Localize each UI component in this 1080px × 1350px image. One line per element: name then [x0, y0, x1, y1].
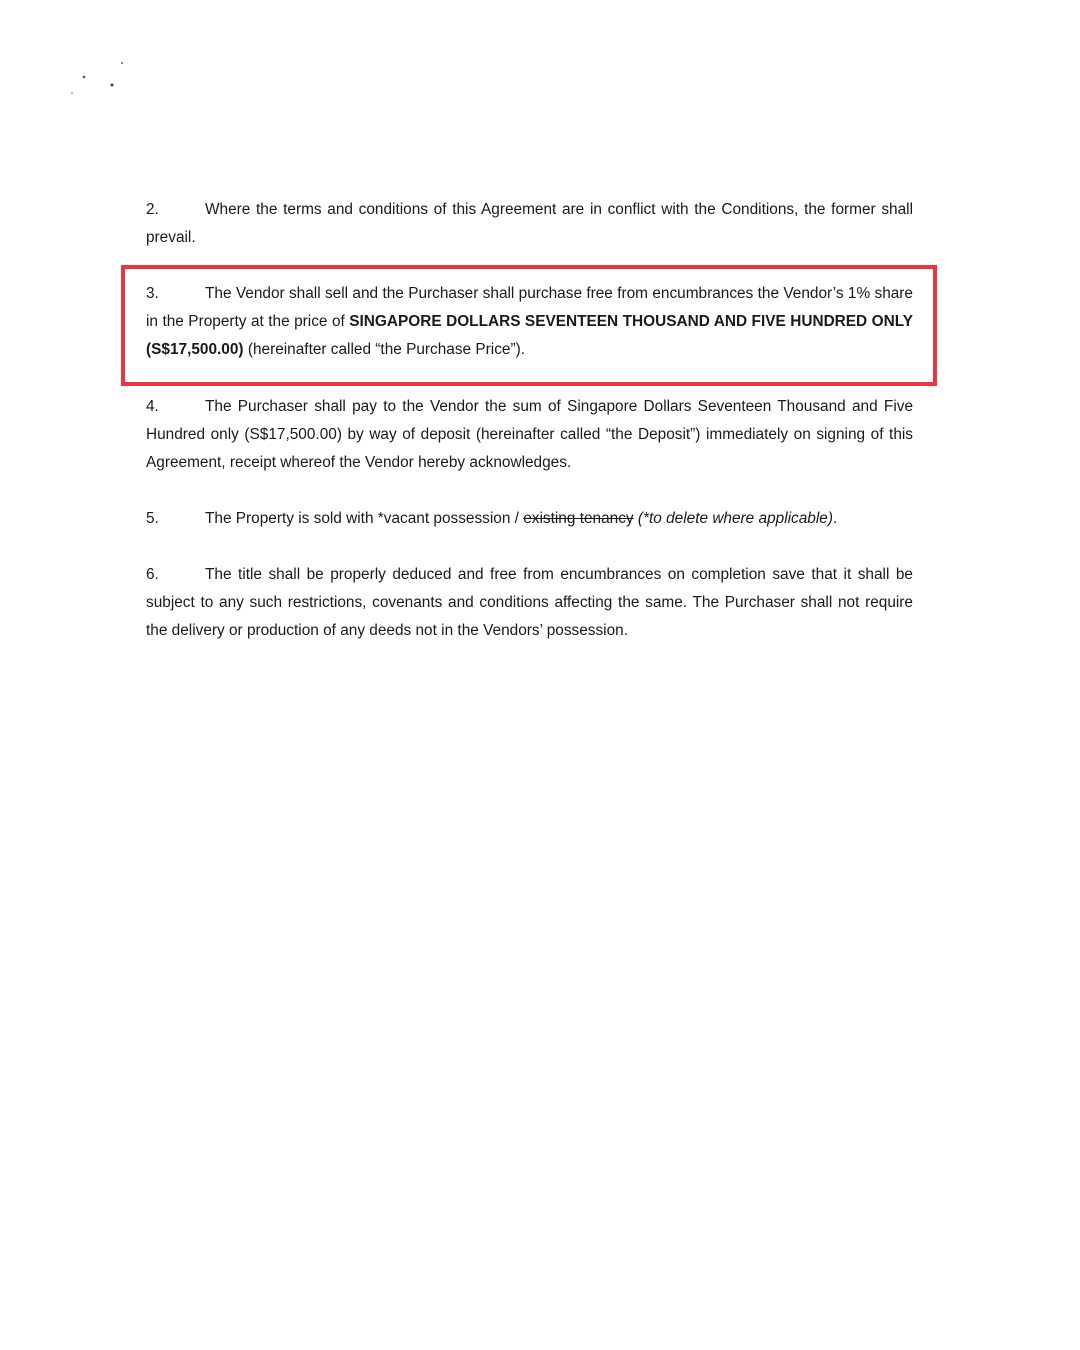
clause-number: 6. — [146, 566, 159, 583]
clause-2 — [146, 196, 913, 252]
clause-5 — [146, 505, 913, 533]
scan-specks — [60, 55, 140, 105]
struck-out-text: existing tenancy — [523, 510, 634, 527]
clause-text: The title shall be properly deduced and free from encumbrances on completion save that it shall be subject to any such restrictions, covenants and conditions affecting the same. The Purchaser shall not require the delivery or production of any deeds not in the Vendors’ possession. — [146, 566, 913, 639]
purchase-price-amount: SINGAPORE DOLLARS SEVENTEEN THOUSAND AND FIVE HUNDRED ONLY (S$17,500.00) — [146, 313, 913, 358]
clause-text-end: (hereinafter called “the Purchase Price”). — [243, 341, 525, 358]
clause-4 — [146, 393, 913, 477]
clause-text: The Purchaser shall pay to the Vendor the sum of Singapore Dollars Seventeen Thousand and Five Hundred only (S$17,500.00) by way of deposit (hereinafter called “the Deposit”) immediately on signing of this Agreement, receipt whereof the Vendor hereby acknowledges. — [146, 398, 913, 471]
clause-text: Where the terms and conditions of this Agreement are in conflict with the Conditions, the former shall prevail. — [146, 201, 913, 246]
clause-number: 2. — [146, 201, 159, 218]
delete-note: (*to delete where applicable) — [633, 510, 833, 527]
clause-number: 5. — [146, 510, 159, 527]
clause-text: The Property is sold with *vacant possession / — [205, 510, 524, 527]
clause-number: 4. — [146, 398, 159, 415]
clause-6 — [146, 561, 913, 645]
clause-number: 3. — [146, 285, 159, 302]
clause-3 — [146, 280, 913, 364]
clause-text-end: . — [832, 510, 838, 527]
clause-text: The Vendor shall sell and the Purchaser shall purchase free from encumbrances the Vendor’s 1% share in the Property at the price of — [146, 285, 913, 330]
